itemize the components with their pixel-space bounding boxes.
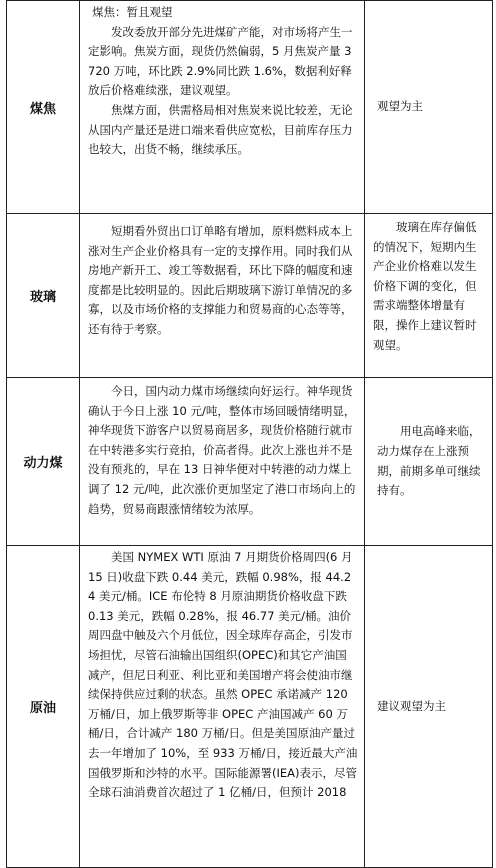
advice-cell bbox=[365, 378, 493, 546]
analysis-cell bbox=[80, 378, 365, 546]
commodity-name-cell bbox=[7, 546, 80, 868]
commodity-name: 煤焦 bbox=[29, 101, 56, 117]
analysis-paragraph: 发改委放开部分先进煤矿产能，对市场将产生一定影响。焦炭方面，现货仍然偏弱，5 月焦炭产量 3720 万吨，环比跌 2.9%同比跌 1.6%，数据利好释放后价格难续涨，建议观望。 bbox=[88, 24, 353, 98]
table-row bbox=[7, 546, 493, 868]
commodity-name: 动力煤 bbox=[23, 456, 63, 471]
analysis-paragraph: 美国 NYMEX WTI 原油 7 月期货价格周四(6 月 15 日)收盘下跌 0.44 美元，跌幅 0.98%，报 44.24 美元/桶。ICE 布伦特 8 月原油期货价格收盘下跌 0.13 美元，跌幅 0.28%，报 46.77 美元/桶。油价周四盘中触及六个月低位，因全球库存高企，引发市场担忧，尽管石油输出国组织(OPEC)和其它产油国减产，但尼日利亚、利比亚和美国增产将会使油市继续保持供应过剩的状态。虽然 OPEC 承诺减产 120 万桶/日，加上俄罗斯等非 OPEC 产油国减产 60 万桶/日，合计减产 180 万桶/日。但是美国原油产量过去一年增加了 10%，至 933 万桶/日，接近最大产油国俄罗斯和沙特的水平。国际能源署(IEA)表示，尽管全球石油消费首次超过了 1 亿桶/日，但预计 2018 bbox=[88, 550, 358, 800]
advice-cell bbox=[365, 546, 493, 868]
analysis-cell bbox=[80, 546, 365, 868]
analysis-paragraph: 短期看外贸出口订单略有增加，原料燃料成本上涨对生产企业价格具有一定的支撑作用。同时我们从房地产新开工、竣工等数据看，环比下降的幅度和速度都是比较明显的。因此后期玻璃下游订单情况的多寡，以及市场价格的支撑能力和贸易商的心态等等，还有待于考察。 bbox=[88, 224, 353, 336]
analysis-cell bbox=[80, 214, 365, 378]
advice-cell bbox=[365, 1, 493, 214]
advice-text: 建议观望为主 bbox=[377, 698, 446, 713]
analysis-paragraph: 焦煤方面，供需格局相对焦炭来说比较差，无论从国内产量还是进口端来看供应宽松，目前库存压力也较大，出货不畅，继续承压。 bbox=[88, 102, 353, 157]
table-row bbox=[7, 214, 493, 378]
table-row bbox=[7, 378, 493, 546]
commodity-name-cell bbox=[7, 378, 80, 546]
analysis-heading: 煤焦：暂且观望 bbox=[92, 5, 173, 19]
advice-cell bbox=[365, 214, 493, 378]
analysis-paragraph: 今日，国内动力煤市场继续向好运行。神华现货确认于今日上涨 10 元/吨，整体市场回暖情绪明显，神华现货下游客户以贸易商居多，现货价格随行就市在中转港多实行竞拍，价高者得。此次上涨也并不是没有预兆的，早在 13 日神华便对中转港的动力煤上调了 12 元/吨，此次涨价更加坚定了港口市场向上的趋势，贸易商跟涨情绪较为浓厚。 bbox=[88, 384, 356, 516]
advice-text: 用电高峰来临，动力煤存在上涨预期，前期多单可继续持有。 bbox=[377, 424, 481, 498]
analysis-cell bbox=[80, 1, 365, 214]
commodity-strategy-table bbox=[6, 0, 493, 868]
commodity-name: 玻璃 bbox=[29, 290, 56, 305]
commodity-name-cell bbox=[7, 1, 80, 214]
commodity-name-cell bbox=[7, 214, 80, 378]
table-row bbox=[7, 1, 493, 214]
commodity-name: 原油 bbox=[29, 701, 56, 716]
advice-text: 观望为主 bbox=[377, 99, 423, 114]
advice-text: 玻璃在库存偏低的情况下，短期内生产企业价格难以发生价格下调的变化，但需求端整体增量有限，操作上建议暂时观望。 bbox=[373, 220, 477, 352]
